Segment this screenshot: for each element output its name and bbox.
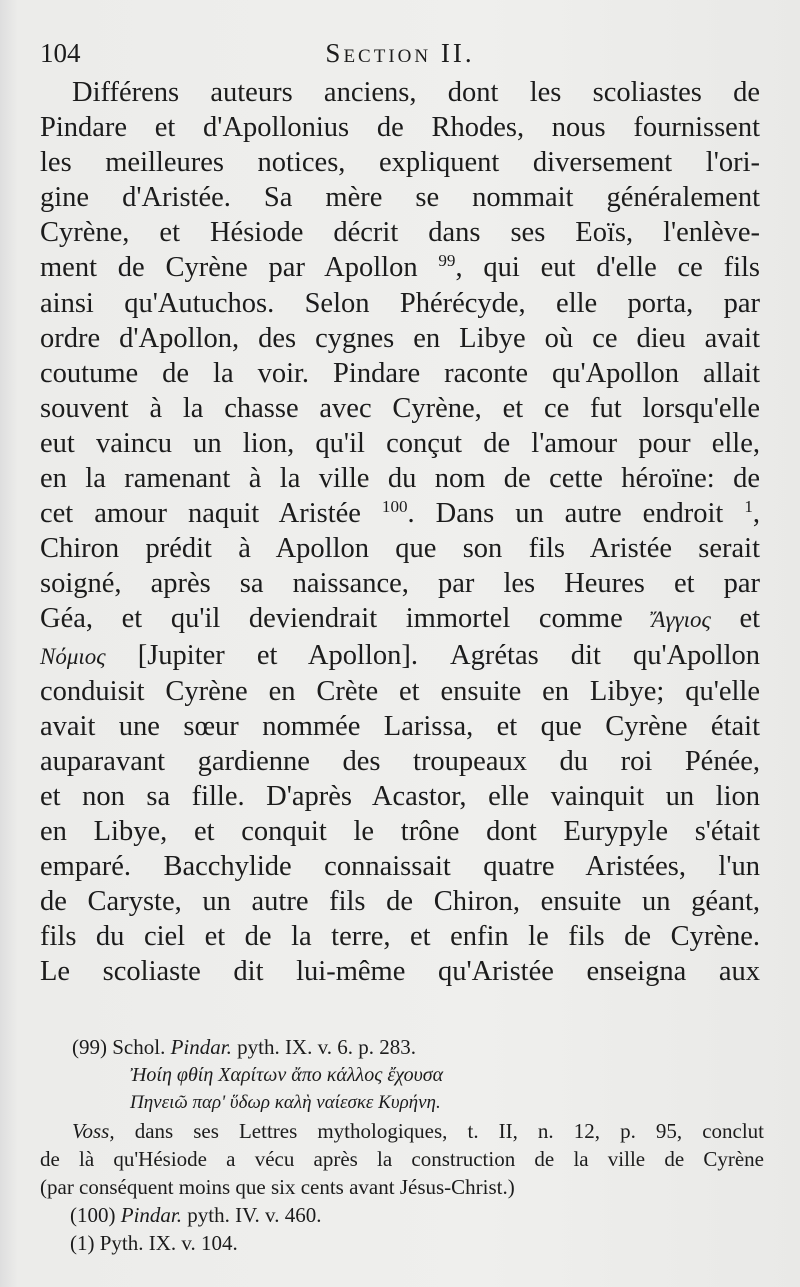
text-line: auparavant gardienne des troupeaux du roi Pénée, <box>40 745 760 777</box>
footnote-italic: Pindar. <box>120 1203 183 1227</box>
text-line: Le scoliaste dit lui-même qu'Aristée enseigna aux <box>40 956 760 988</box>
text-line: et non sa fille. D'après Acastor, elle vainquit un lion <box>40 780 760 812</box>
text-fragment: [Jupiter et Apollon]. Agrétas dit qu'Apollon <box>137 639 761 671</box>
text-line: en la ramenant à la ville du nom de cette héroïne: de <box>40 463 760 495</box>
text-line: conduisit Cyrène en Crète et ensuite en Libye; qu'elle <box>40 675 760 707</box>
footnote-99 <box>40 1033 764 1061</box>
page-header <box>40 36 760 76</box>
text-line: en Libye, et conquit le trône dont Eurypyle s'était <box>40 815 760 847</box>
text-line: Chiron prédit à Apollon que son fils Aristée serait <box>40 533 760 565</box>
text-line: ainsi qu'Autuchos. Selon Phérécyde, elle porta, par <box>40 287 760 319</box>
text-line: fils du ciel et de la terre, et enfin le fils de Cyrène. <box>40 921 760 953</box>
footnote-italic: Pindar. <box>170 1035 232 1059</box>
footnote-text: Pyth. IX. v. 104. <box>99 1231 238 1255</box>
main-text <box>40 75 760 989</box>
footnote-ref-1: 1 <box>744 496 753 516</box>
text-line: emparé. Bacchylide connaissait quatre Aristées, l'un <box>40 851 760 883</box>
page-number: 104 <box>40 38 81 68</box>
footnote-ref-99: 99 <box>438 251 456 271</box>
text-line: Différens auteurs anciens, dont les scoliastes de <box>72 77 760 108</box>
text-line <box>40 496 760 531</box>
footnote-text: Schol. <box>112 1035 166 1059</box>
text-line <box>40 601 760 637</box>
text-line: soigné, après sa naissance, par les Heures et par <box>40 568 760 600</box>
text-line: eut vaincu un lion, qu'il conçut de l'amour pour elle, <box>40 427 760 459</box>
text-line: les meilleures notices, expliquent diversement l'ori- <box>40 147 760 179</box>
footnote-number: (1) <box>70 1231 95 1255</box>
greek-word: Ἄγγιος <box>651 607 711 633</box>
footnote-100 <box>40 1201 764 1229</box>
text-line <box>40 638 760 674</box>
text-fragment: Géa, et qu'il deviendrait immortel comme <box>40 603 623 635</box>
text-fragment: et <box>739 603 761 635</box>
footnote-1 <box>40 1229 764 1257</box>
text-fragment: , <box>752 498 760 530</box>
footnote-voss <box>40 1117 764 1145</box>
footnote-text: pyth. IX. v. 6. p. 283. <box>237 1035 416 1059</box>
text-fragment: , qui eut d'elle ce fils <box>455 252 761 284</box>
text-fragment: . Dans un autre endroit <box>407 498 724 530</box>
footnote-italic: Voss, <box>72 1119 115 1143</box>
text-line: avait une sœur nommée Larissa, et que Cyrène était <box>40 710 760 742</box>
footnote-line: de là qu'Hésiode a vécu après la construction de la ville de Cyrène <box>40 1147 764 1171</box>
greek-quote-line: Πηνειῶ παρ' ὕδωρ καλὴ ναίεσκε Κυρήνη. <box>130 1092 441 1113</box>
text-line: Cyrène, et Hésiode décrit dans ses Eoïs, l'enlève- <box>40 217 760 249</box>
running-head: Section II. <box>325 38 475 68</box>
text-fragment: ment de Cyrène par Apollon <box>40 252 418 284</box>
text-line: ordre d'Apollon, des cygnes en Libye où ce dieu avait <box>40 322 760 354</box>
text-line: souvent à la chasse avec Cyrène, et ce fut lorsqu'elle <box>40 392 760 424</box>
text-line: de Caryste, un autre fils de Chiron, ensuite un géant, <box>40 886 760 918</box>
footnotes <box>40 1033 764 1257</box>
footnote-text: dans ses Lettres mythologiques, t. II, n. 12, p. 95, conclut <box>134 1119 765 1143</box>
text-fragment: cet amour naquit Aristée <box>40 498 361 530</box>
greek-quote-line: Ἠοίη φθίη Χαρίτων ἄπο κάλλος ἔχουσα <box>130 1064 444 1086</box>
footnote-ref-100: 100 <box>381 496 408 516</box>
footnote-text: pyth. IV. v. 460. <box>187 1203 322 1227</box>
text-line: gine d'Aristée. Sa mère se nommait généralement <box>40 182 760 214</box>
footnote-number: (100) <box>70 1203 116 1227</box>
footnote-line: (par conséquent moins que six cents avant Jésus-Christ.) <box>40 1175 515 1199</box>
footnote-number: (99) <box>72 1035 107 1059</box>
greek-word: Νόμιος <box>40 643 106 669</box>
text-line <box>40 250 760 285</box>
text-line: coutume de la voir. Pindare raconte qu'Apollon allait <box>40 357 760 389</box>
text-line: Pindare et d'Apollonius de Rhodes, nous fournissent <box>40 112 760 144</box>
